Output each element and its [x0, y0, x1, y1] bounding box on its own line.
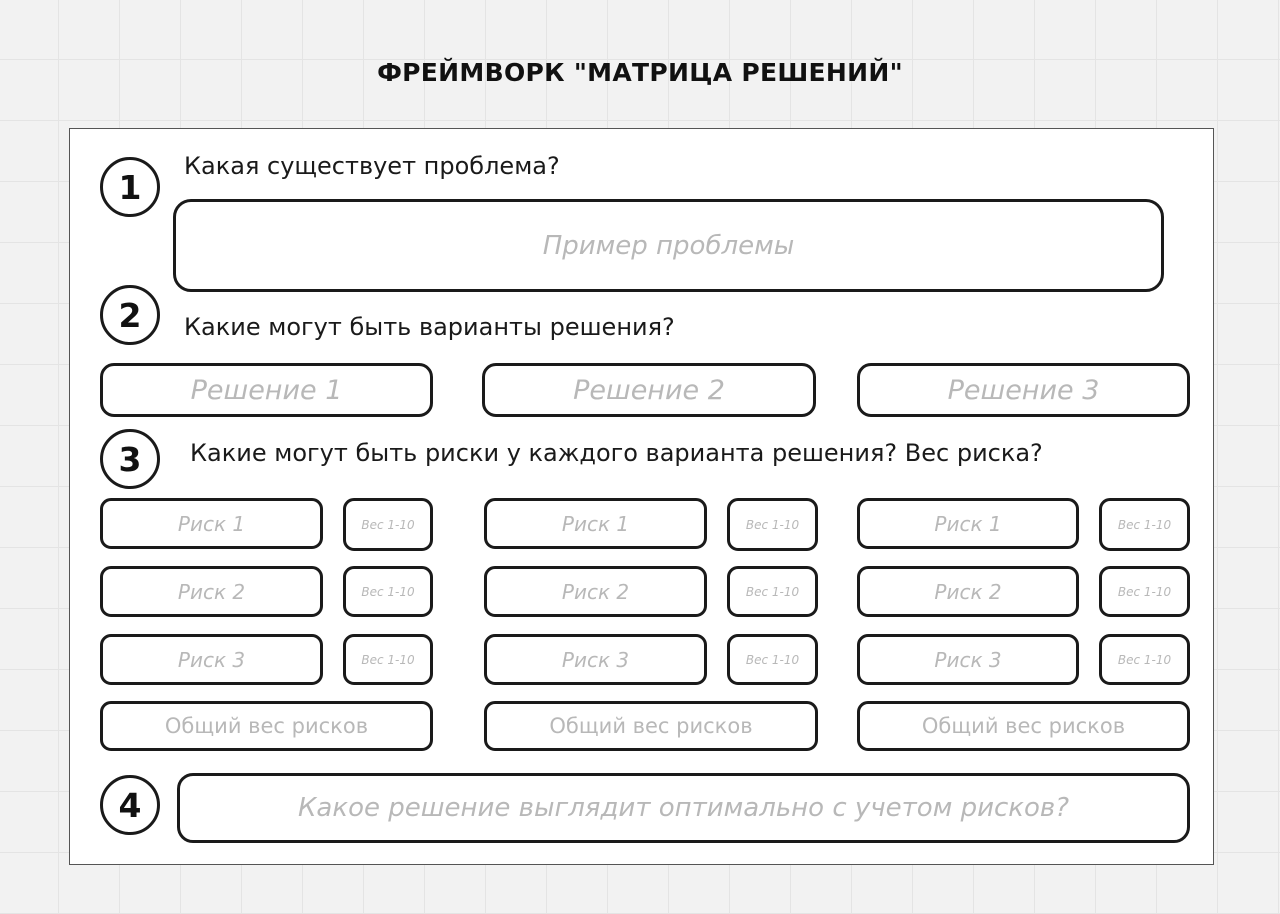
total-risk-field[interactable]: Общий вес рисков — [857, 701, 1190, 751]
risk-field[interactable]: Риск 2 — [857, 566, 1079, 617]
solution-1-field[interactable]: Решение 1 — [100, 363, 433, 417]
weight-field[interactable]: Вес 1-10 — [1099, 634, 1190, 685]
solution-3-field[interactable]: Решение 3 — [857, 363, 1190, 417]
weight-field[interactable]: Вес 1-10 — [1099, 498, 1190, 551]
step-number-3: 3 — [100, 429, 160, 489]
weight-field[interactable]: Вес 1-10 — [727, 634, 818, 685]
risk-field[interactable]: Риск 2 — [484, 566, 707, 617]
step-number-1: 1 — [100, 157, 160, 217]
risk-field[interactable]: Риск 3 — [857, 634, 1079, 685]
risk-field[interactable]: Риск 1 — [100, 498, 323, 549]
weight-field[interactable]: Вес 1-10 — [343, 498, 433, 551]
risk-field[interactable]: Риск 3 — [100, 634, 323, 685]
page-title: ФРЕЙМВОРК "МАТРИЦА РЕШЕНИЙ" — [377, 58, 903, 87]
step-number-4: 4 — [100, 775, 160, 835]
total-risk-field[interactable]: Общий вес рисков — [100, 701, 433, 751]
weight-field[interactable]: Вес 1-10 — [1099, 566, 1190, 617]
risk-field[interactable]: Риск 1 — [484, 498, 707, 549]
step-number-2: 2 — [100, 285, 160, 345]
weight-field[interactable]: Вес 1-10 — [343, 634, 433, 685]
total-risk-field[interactable]: Общий вес рисков — [484, 701, 818, 751]
weight-field[interactable]: Вес 1-10 — [343, 566, 433, 617]
weight-field[interactable]: Вес 1-10 — [727, 566, 818, 617]
weight-field[interactable]: Вес 1-10 — [727, 498, 818, 551]
question-1: Какая существует проблема? — [184, 152, 560, 180]
risk-field[interactable]: Риск 3 — [484, 634, 707, 685]
problem-field[interactable]: Пример проблемы — [173, 199, 1164, 292]
solution-2-field[interactable]: Решение 2 — [482, 363, 816, 417]
risk-field[interactable]: Риск 2 — [100, 566, 323, 617]
question-3: Какие могут быть риски у каждого варианта решения? Вес риска? — [190, 439, 1043, 467]
risk-field[interactable]: Риск 1 — [857, 498, 1079, 549]
question-2: Какие могут быть варианты решения? — [184, 313, 675, 341]
conclusion-field[interactable]: Какое решение выглядит оптимально с учетом рисков? — [177, 773, 1190, 843]
